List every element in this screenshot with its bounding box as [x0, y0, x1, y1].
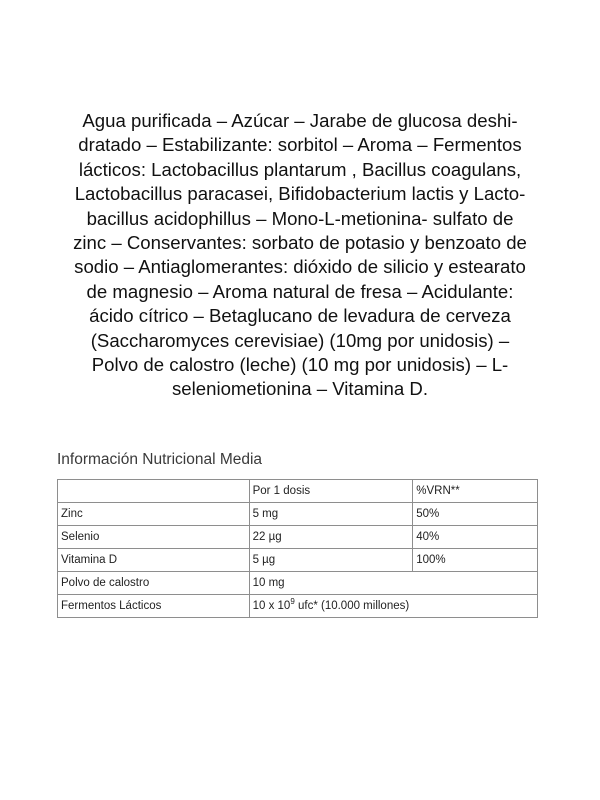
- row-dose-cell: 5 mg: [249, 503, 413, 526]
- row-dose-cell: 22 µg: [249, 526, 413, 549]
- row-dose-cell: [249, 595, 537, 618]
- header-cell-name: [58, 480, 250, 503]
- row-vrn-cell: 40%: [413, 526, 538, 549]
- ingredients-line: bacillus acidophillus – Mono-L-metionina- sulfato de: [86, 207, 514, 229]
- ingredients-line: ácido cítrico – Betaglucano de levadura de cerveza: [89, 305, 511, 327]
- row-name-cell: Polvo de calostro: [58, 572, 250, 595]
- ingredients-line: de magnesio – Aroma natural de fresa – Acidulante:: [86, 280, 514, 302]
- ingredients-line: (Saccharomyces cerevisiae) (10mg por unidosis) –: [90, 329, 510, 351]
- nutrition-table-title: Información Nutricional Media: [57, 451, 263, 468]
- row-dose-cell: 5 µg: [249, 549, 413, 572]
- ingredients-text: [40, 109, 560, 402]
- ingredients-line: lácticos: Lactobacillus plantarum , Bacillus coagulans,: [78, 158, 522, 180]
- row-name-cell: Zinc: [58, 503, 250, 526]
- ingredients-line: zinc – Conservantes: sorbato de potasio y benzoato de: [73, 232, 527, 254]
- ingredients-line: sodio – Antiaglomerantes: dióxido de silicio y estearato: [74, 256, 526, 278]
- table-row: [58, 526, 538, 549]
- row-name-cell: Vitamina D: [58, 549, 250, 572]
- dose-suffix: ufc* (10.000 millones): [294, 600, 410, 612]
- ingredients-line: dratado – Estabilizante: sorbitol – Aroma – Fermentos: [78, 134, 522, 156]
- table-row: [58, 503, 538, 526]
- row-name-cell: Selenio: [58, 526, 250, 549]
- table-row: [58, 595, 538, 618]
- table-row: [58, 549, 538, 572]
- ingredients-line: seleniometionina – Vitamina D.: [172, 378, 428, 400]
- header-cell-dose: Por 1 dosis: [249, 480, 413, 503]
- dose-prefix: 10 x 10: [252, 600, 291, 612]
- dose-exponent: 9: [290, 597, 295, 607]
- ingredients-line: Polvo de calostro (leche) (10 mg por unidosis) – L-: [91, 354, 509, 376]
- row-dose-cell: 10 mg: [249, 572, 537, 595]
- row-name-cell: Fermentos Lácticos: [58, 595, 250, 618]
- table-row: [58, 572, 538, 595]
- ingredients-line: Lactobacillus paracasei, Bifidobacterium lactis y Lacto-: [74, 183, 526, 205]
- ingredients-line: Agua purificada – Azúcar – Jarabe de glucosa deshi-: [82, 110, 518, 131]
- row-vrn-cell: 100%: [413, 549, 538, 572]
- nutrition-table: [57, 479, 538, 618]
- table-header-row: [58, 480, 538, 503]
- row-vrn-cell: 50%: [413, 503, 538, 526]
- header-cell-vrn: %VRN**: [413, 480, 538, 503]
